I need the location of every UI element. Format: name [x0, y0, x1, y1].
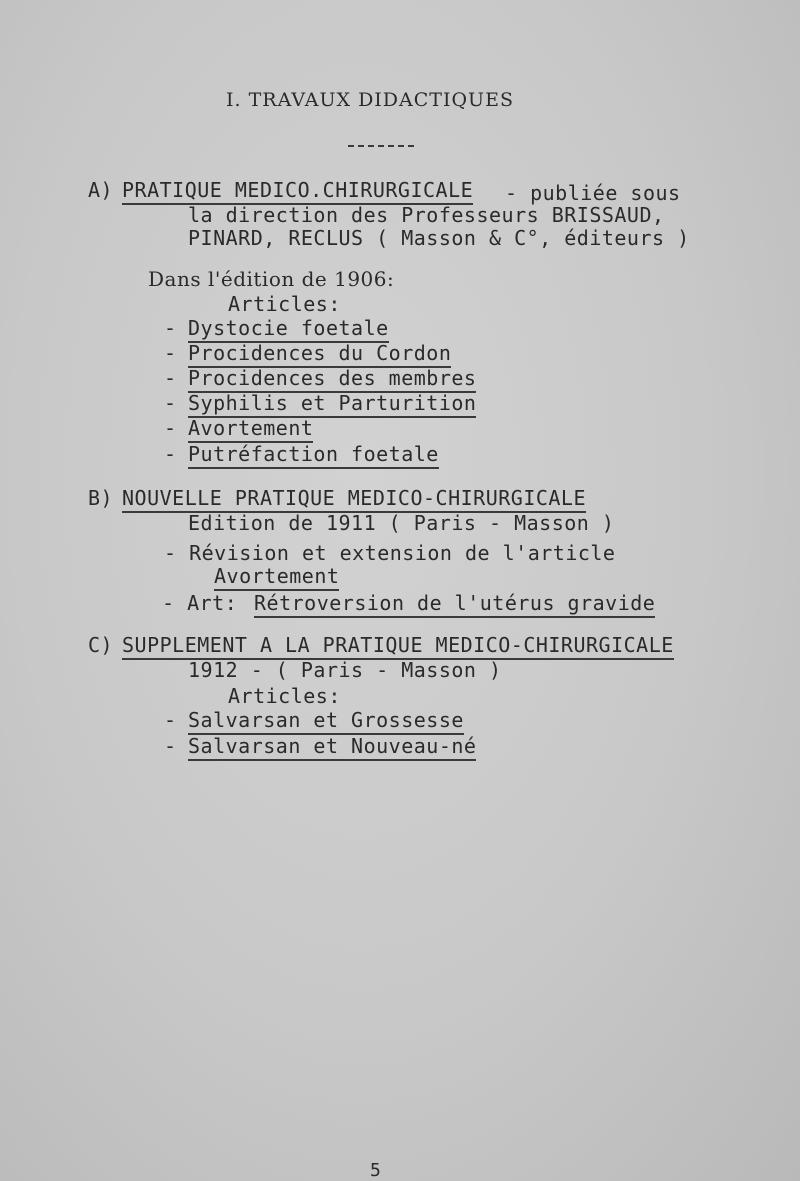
- heading-separator: [348, 145, 414, 147]
- list-bullet: -: [164, 316, 177, 340]
- list-item: Avortement: [188, 416, 313, 443]
- section-b-revision: - Révision et extension de l'article: [164, 541, 616, 565]
- section-c-title: SUPPLEMENT A LA PRATIQUE MEDICO-CHIRURGICALE: [122, 633, 674, 660]
- section-a-authors: PINARD, RECLUS ( Masson & C°, éditeurs ): [188, 226, 690, 250]
- list-item: Salvarsan et Nouveau-né: [188, 734, 476, 761]
- list-item: Putréfaction foetale: [188, 442, 439, 469]
- section-a-direction: la direction des Professeurs BRISSAUD,: [188, 203, 665, 227]
- section-b-title: NOUVELLE PRATIQUE MEDICO-CHIRURGICALE: [122, 486, 586, 513]
- section-a-articles-label: Articles:: [228, 292, 341, 316]
- list-item: Dystocie foetale: [188, 316, 389, 343]
- section-b-edition: Edition de 1911 ( Paris - Masson ): [188, 511, 615, 535]
- list-bullet: -: [164, 366, 177, 390]
- section-a-edition: Dans l'édition de 1906:: [148, 267, 395, 291]
- page-heading: I. TRAVAUX DIDACTIQUES: [226, 89, 514, 111]
- section-b-art-item: Rétroversion de l'utérus gravide: [254, 591, 655, 618]
- section-c-edition: 1912 - ( Paris - Masson ): [188, 658, 502, 682]
- section-a-publisher-note: - publiée sous: [505, 181, 681, 205]
- list-item: Procidences du Cordon: [188, 341, 451, 368]
- section-a-title: PRATIQUE MEDICO.CHIRURGICALE: [122, 178, 473, 205]
- list-bullet: -: [164, 734, 177, 758]
- list-bullet: -: [164, 416, 177, 440]
- section-b-label: B): [88, 486, 114, 510]
- list-bullet: -: [164, 391, 177, 415]
- section-c-label: C): [88, 633, 114, 657]
- list-item: Syphilis et Parturition: [188, 391, 476, 418]
- section-b-revision-item: Avortement: [214, 564, 339, 591]
- list-bullet: -: [164, 442, 177, 466]
- page-number: 5: [370, 1160, 381, 1181]
- section-b-art-prefix: - Art:: [162, 591, 238, 615]
- list-item: Salvarsan et Grossesse: [188, 708, 464, 735]
- list-bullet: -: [164, 341, 177, 365]
- list-item: Procidences des membres: [188, 366, 476, 393]
- section-c-articles-label: Articles:: [228, 684, 341, 708]
- list-bullet: -: [164, 708, 177, 732]
- section-a-label: A): [88, 178, 114, 202]
